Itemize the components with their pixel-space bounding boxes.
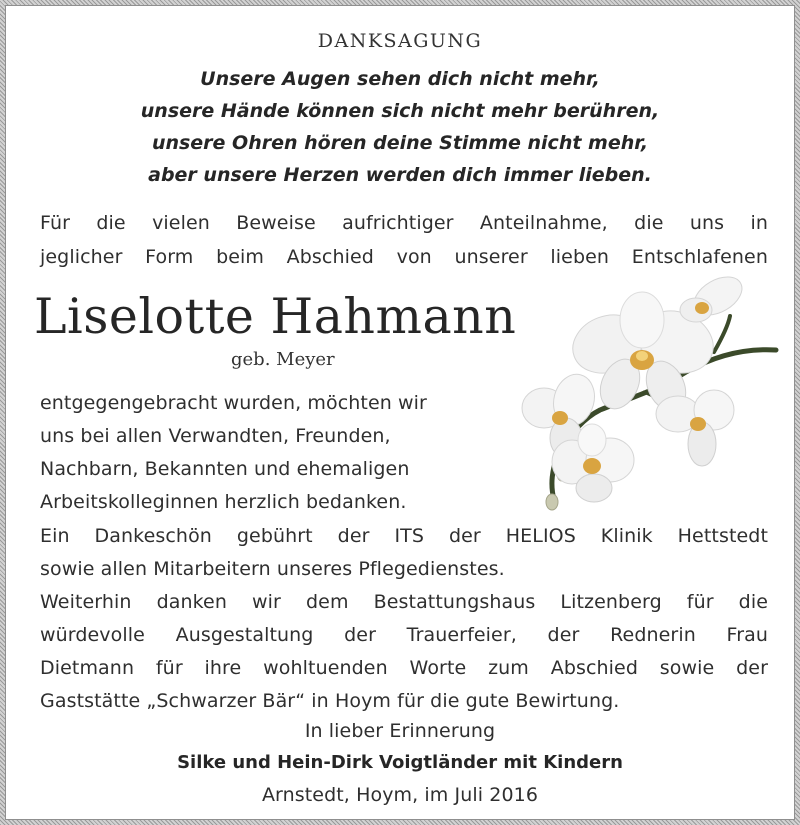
closing-line-1: Ein Dankeschön gebührt der ITS der HELIOS Klinik Hettstedt: [40, 525, 768, 547]
orchid-bloom-right: [656, 390, 734, 466]
poem-line-3: unsere Ohren hören deine Stimme nicht mehr,: [151, 132, 649, 154]
thanks-line-1: entgegengebracht wurden, möchten wir: [40, 392, 427, 414]
closing-line-6: Gaststätte „Schwarzer Bär“ in Hoym für die gute Bewirtung.: [40, 690, 620, 712]
closing-line-3: Weiterhin danken wir dem Bestattungshaus Litzenberg für die: [40, 591, 768, 613]
birth-name: geb. Meyer: [231, 349, 335, 370]
intro-line-2: jeglicher Form beim Abschied von unserer lieben Entschlafenen: [40, 246, 768, 268]
orchid-flower-icon: [514, 274, 786, 514]
thanks-line-2: uns bei allen Verwandten, Freunden,: [40, 425, 391, 447]
deceased-name: Liselotte Hahmann: [34, 288, 517, 345]
closing-line-5: Dietmann für ihre wohltuenden Worte zum Abschied sowie der: [40, 657, 768, 679]
thanks-line-4: Arbeitskolleginnen herzlich bedanken.: [40, 491, 407, 513]
thanks-line-3: Nachbarn, Bekannten und ehemaligen: [40, 458, 410, 480]
place-date: Arnstedt, Hoym, im Juli 2016: [261, 784, 539, 806]
memory-line: In lieber Erinnerung: [304, 720, 496, 742]
notice-heading: DANKSAGUNG: [317, 30, 483, 52]
poem-line-4: aber unsere Herzen werden dich immer lieben.: [148, 164, 652, 186]
intro-line-1: Für die vielen Beweise aufrichtiger Anteilnahme, die uns in: [40, 212, 768, 234]
poem-line-2: unsere Hände können sich nicht mehr berühren,: [140, 100, 660, 122]
family-signature: Silke und Hein-Dirk Voigtländer mit Kindern: [177, 752, 623, 773]
poem-line-1: Unsere Augen sehen dich nicht mehr,: [200, 68, 600, 90]
closing-line-4: würdevolle Ausgestaltung der Trauerfeier, der Rednerin Frau: [40, 624, 768, 646]
closing-line-2: sowie allen Mitarbeitern unseres Pflegedienstes.: [40, 558, 505, 580]
obituary-notice: [6, 6, 794, 819]
orchid-bloom-top-right: [680, 274, 749, 323]
